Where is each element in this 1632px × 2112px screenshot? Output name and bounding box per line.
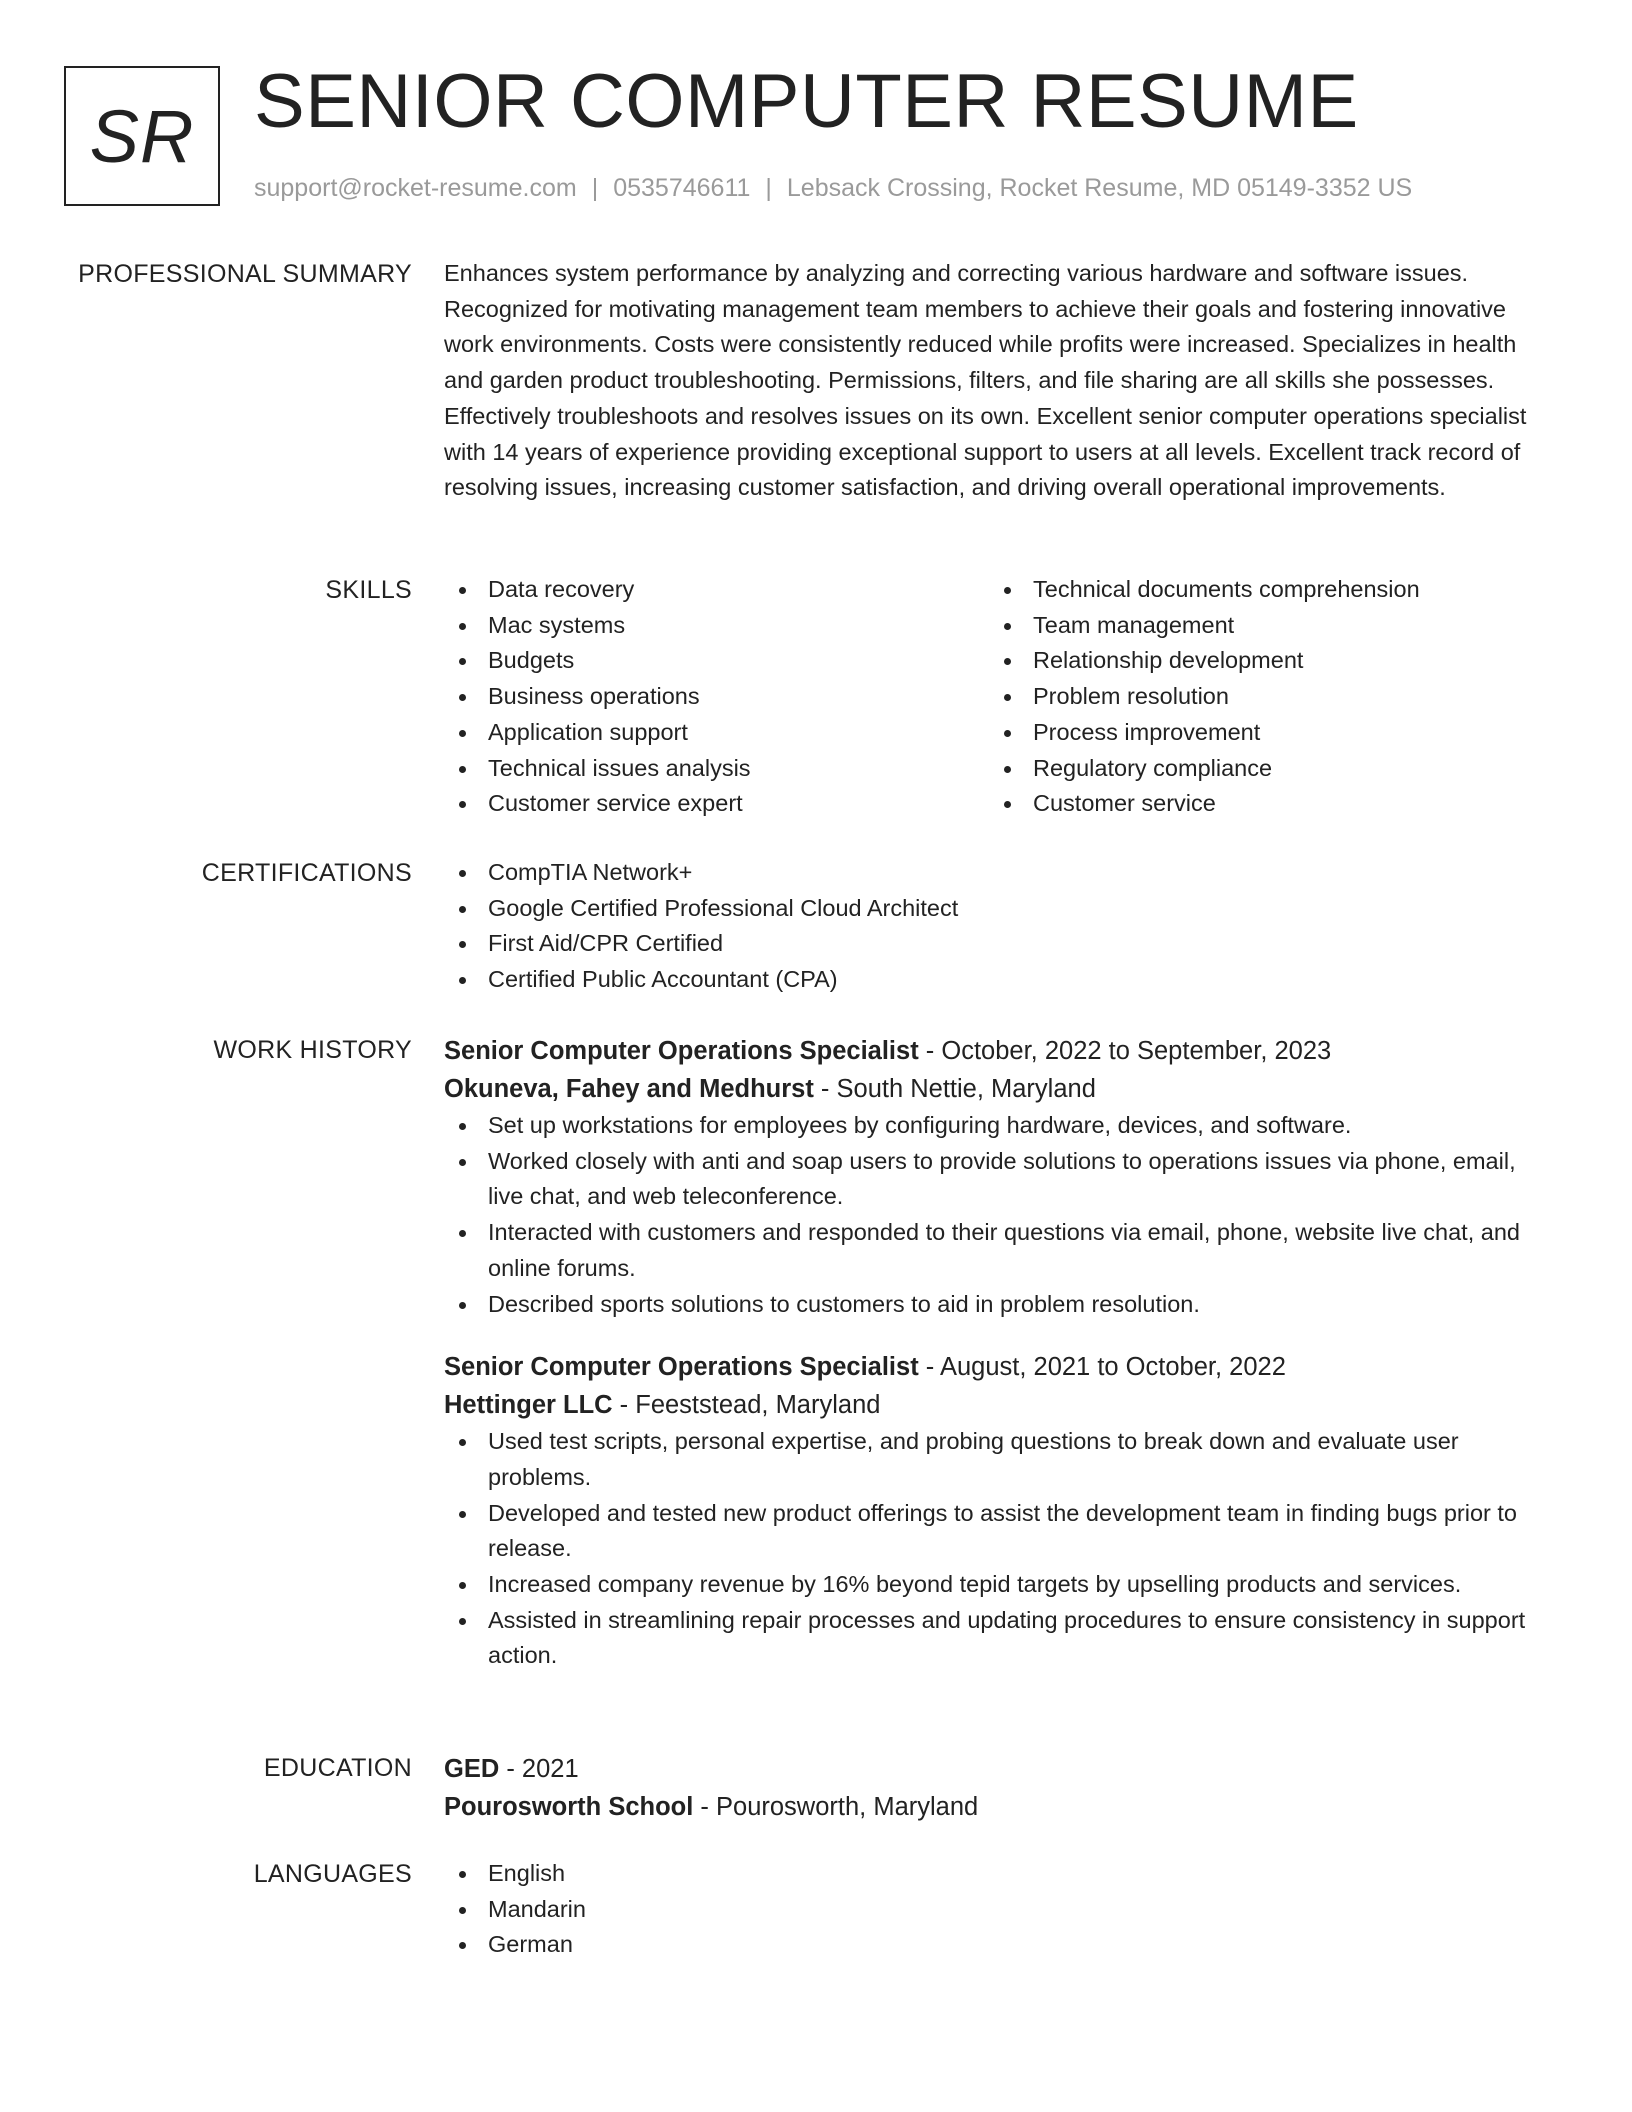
education-school: Pourosworth School bbox=[444, 1793, 694, 1821]
skill-item: Process improvement bbox=[989, 715, 1534, 751]
certification-item: Google Certified Professional Cloud Architect bbox=[444, 891, 1554, 927]
language-item: English bbox=[444, 1856, 1554, 1892]
contact-separator: | bbox=[765, 174, 772, 202]
job-title-line bbox=[444, 1348, 1554, 1386]
section-label: WORK HISTORY bbox=[213, 1036, 412, 1064]
skills-list-right bbox=[989, 572, 1534, 822]
skill-item: Regulatory compliance bbox=[989, 751, 1534, 787]
certification-item: CompTIA Network+ bbox=[444, 855, 1554, 891]
language-item: Mandarin bbox=[444, 1892, 1554, 1928]
job-title-line bbox=[444, 1032, 1554, 1070]
section-label: LANGUAGES bbox=[253, 1860, 412, 1888]
section-label: SKILLS bbox=[325, 576, 412, 604]
education-degree: GED bbox=[444, 1755, 500, 1783]
contact-separator: | bbox=[591, 174, 599, 202]
contact-email[interactable]: support@rocket-resume.com bbox=[254, 174, 577, 202]
summary-text: Enhances system performance by analyzing and correcting various hardware and software issues. Recognized for motivating management team members to achieve their goals and fostering innovative work environments. Costs were consistently reduced while profits were increased. Specializes in health and garden product troubleshooting. Permissions, filters, and file sharing are all skills she possesses. Effectively troubleshoots and resolves issues on its own. Excellent senior computer operations specialist with 14 years of experience providing exceptional support to users at all levels. Excellent track record of resolving issues, increasing customer satisfaction, and driving overall operational improvements. bbox=[444, 260, 1527, 501]
work-history-body bbox=[444, 1032, 1554, 1674]
job-company: Okuneva, Fahey and Medhurst bbox=[444, 1075, 814, 1103]
job-entry bbox=[444, 1032, 1554, 1322]
education-location: - Pourosworth, Maryland bbox=[693, 1793, 979, 1821]
job-title: Senior Computer Operations Specialist bbox=[444, 1353, 919, 1382]
languages-list bbox=[444, 1856, 1554, 1963]
skill-item: Data recovery bbox=[444, 572, 989, 608]
section-label: PROFESSIONAL SUMMARY bbox=[78, 260, 412, 288]
job-entry bbox=[444, 1348, 1554, 1674]
job-company-line bbox=[444, 1070, 1554, 1108]
job-company-line bbox=[444, 1386, 1554, 1424]
resume-title: SENIOR COMPUTER RESUME bbox=[254, 59, 1359, 144]
skill-item: Mac systems bbox=[444, 608, 989, 644]
skill-item: Budgets bbox=[444, 643, 989, 679]
job-duty: Set up workstations for employees by configuring hardware, devices, and software. bbox=[444, 1108, 1554, 1144]
job-duty: Developed and tested new product offerings to assist the development team in finding bugs prior to release. bbox=[444, 1496, 1554, 1567]
skills-grid bbox=[444, 572, 1554, 822]
certifications-body bbox=[444, 855, 1554, 998]
education-year: - 2021 bbox=[499, 1755, 579, 1783]
job-duty: Interacted with customers and responded to their questions via email, phone, website live chat, and online forums. bbox=[444, 1215, 1554, 1286]
job-duty: Increased company revenue by 16% beyond tepid targets by upselling products and services. bbox=[444, 1567, 1554, 1603]
job-location: - South Nettie, Maryland bbox=[813, 1075, 1096, 1103]
job-dates: - October, 2022 to September, 2023 bbox=[918, 1037, 1332, 1065]
section-label: EDUCATION bbox=[263, 1754, 412, 1782]
skill-item: Technical documents comprehension bbox=[989, 572, 1534, 608]
certification-item: First Aid/CPR Certified bbox=[444, 926, 1554, 962]
summary-body bbox=[444, 256, 1554, 506]
skill-item: Customer service bbox=[989, 786, 1534, 822]
skills-list-left bbox=[444, 572, 989, 822]
job-duties-list bbox=[444, 1108, 1554, 1322]
certification-item: Certified Public Accountant (CPA) bbox=[444, 962, 1554, 998]
job-title: Senior Computer Operations Specialist bbox=[444, 1037, 919, 1065]
contact-phone: 0535746611 bbox=[613, 174, 751, 202]
language-item: German bbox=[444, 1927, 1554, 1963]
job-dates: - August, 2021 to October, 2022 bbox=[918, 1353, 1286, 1382]
skill-item: Relationship development bbox=[989, 643, 1534, 679]
contact-address: Lebsack Crossing, Rocket Resume, MD 05149-3352 US bbox=[786, 174, 1413, 202]
skill-item: Application support bbox=[444, 715, 989, 751]
job-company: Hettinger LLC bbox=[444, 1391, 613, 1420]
skill-item: Technical issues analysis bbox=[444, 751, 989, 787]
job-duties-list bbox=[444, 1424, 1554, 1674]
job-duty: Described sports solutions to customers to aid in problem resolution. bbox=[444, 1287, 1554, 1323]
languages-body bbox=[444, 1856, 1554, 1963]
education-body bbox=[444, 1750, 1554, 1826]
resume-header bbox=[64, 59, 1568, 216]
education-school-line bbox=[444, 1788, 1554, 1826]
section-label: CERTIFICATIONS bbox=[201, 859, 412, 887]
contact-line bbox=[254, 174, 1412, 203]
skill-item: Customer service expert bbox=[444, 786, 989, 822]
monogram-logo: SR bbox=[64, 66, 220, 206]
job-location: - Feeststead, Maryland bbox=[612, 1391, 881, 1420]
certifications-list bbox=[444, 855, 1554, 998]
skill-item: Problem resolution bbox=[989, 679, 1534, 715]
job-duty: Worked closely with anti and soap users to provide solutions to operations issues via phone, email, live chat, and web teleconference. bbox=[444, 1144, 1554, 1215]
job-duty: Assisted in streamlining repair processes and updating procedures to ensure consistency in support action. bbox=[444, 1603, 1554, 1674]
skill-item: Business operations bbox=[444, 679, 989, 715]
education-degree-line bbox=[444, 1750, 1554, 1788]
job-duty: Used test scripts, personal expertise, and probing questions to break down and evaluate user problems. bbox=[444, 1424, 1554, 1495]
skill-item: Team management bbox=[989, 608, 1534, 644]
